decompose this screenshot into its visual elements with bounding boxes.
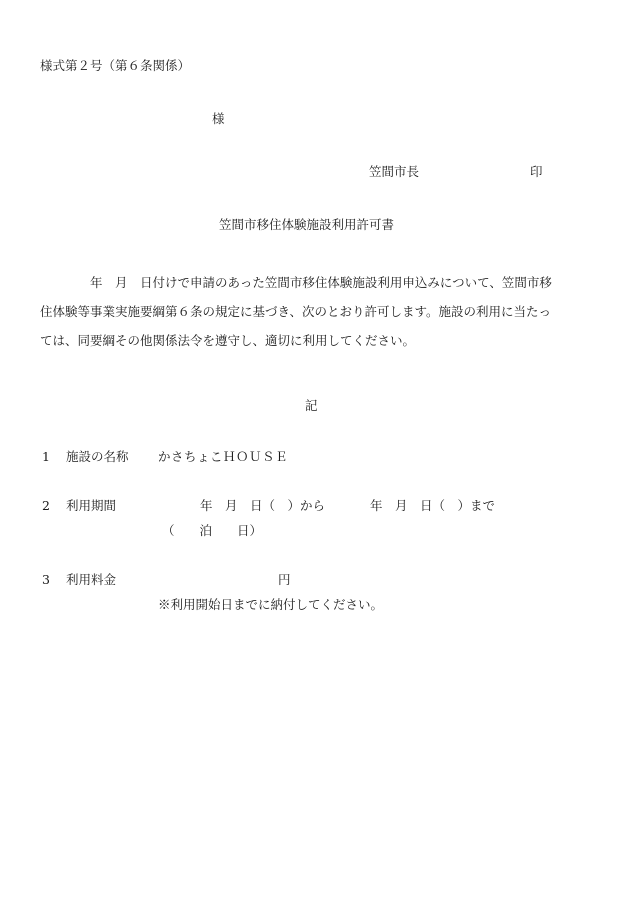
item-2-label: 利用期間 xyxy=(66,498,117,513)
facility-name: かさちょこＨＯＵＳＥ xyxy=(158,449,289,464)
body-line-2: 住体験等事業実施要綱第６条の規定に基づき、次のとおり許可します。施設の利用に当たっ xyxy=(40,304,552,319)
addressee-honorific: 様 xyxy=(212,111,225,126)
period-stay: （ 泊 日） xyxy=(162,523,263,538)
item-3-number: 3 xyxy=(42,572,50,587)
period-to: 年 月 日（ ）まで xyxy=(370,498,496,513)
fee-unit: 円 xyxy=(278,572,291,587)
item-3-label: 利用料金 xyxy=(66,572,117,587)
document-title: 笠間市移住体験施設利用許可書 xyxy=(219,217,395,232)
item-1-label: 施設の名称 xyxy=(66,449,129,464)
period-from: 年 月 日（ ）から xyxy=(200,498,326,513)
body-line-3: ては、同要綱その他関係法令を遵守し、適切に利用してください。 xyxy=(40,333,416,348)
body-paragraph xyxy=(40,268,588,355)
item-2-number: 2 xyxy=(42,498,50,513)
issuer-title: 笠間市長 xyxy=(369,164,420,179)
item-1-number: 1 xyxy=(42,449,50,464)
seal-mark: 印 xyxy=(530,164,543,179)
body-line-1: 年 月 日付けで申請のあった笠間市移住体験施設利用申込みについて、笠間市移 xyxy=(90,275,552,290)
ki-heading: 記 xyxy=(305,398,318,413)
form-number: 様式第２号（第６条関係） xyxy=(40,58,191,73)
fee-note: ※利用開始日までに納付してください。 xyxy=(158,597,384,612)
